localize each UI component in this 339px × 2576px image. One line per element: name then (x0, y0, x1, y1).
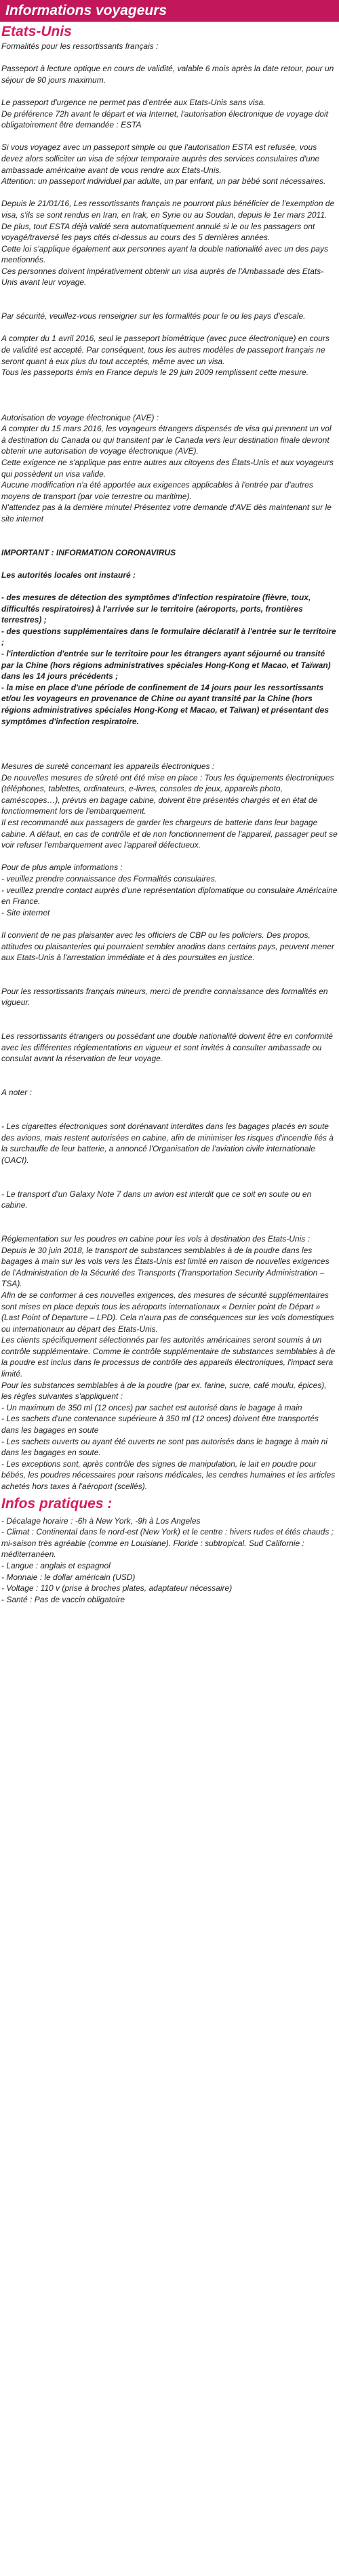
spacer (1, 131, 338, 142)
paragraph: - Site internet (1, 907, 50, 917)
paragraph: Pour les substances semblables à de la poudre (par ex. farine, sucre, café moulu, épices), les règles suivantes s'appliquent : (1, 1380, 327, 1402)
paragraph: Attention: un passeport individuel par adulte, un par enfant, un par bébé sont nécessaires. (1, 176, 326, 186)
paragraph: - Les exceptions sont, après contrôle des signes de manipulation, le lait en poudre pour bébés, les poudres nécessaires pour raisons médicales, les cendres humaines et les articles achetés hors taxes à l'aéroport (scellés). (1, 1459, 336, 1491)
bold-paragraph: Les autorités locales ont instauré : (1, 570, 136, 580)
spacer (1, 322, 338, 334)
paragraph: Les ressortissants étrangers ou possédant une double nationalité doivent être en conformité avec les différentes réglementations en vigueur et sont invités à consulter ambassade ou consulat avant la réservation de leur voyage. (1, 1031, 333, 1064)
paragraph: Il convient de ne pas plaisanter avec les officiers de CBP ou les policiers. Des propos, attitudes ou plaisanteries qui pourraient sembler anodins dans certains pays, peuvent mener aux Etats-Unis à l'arrestation immédiate et à des poursuites en justice. (1, 930, 334, 963)
paragraph: Réglementation sur les poudres en cabine pour les vols à destination des Etats-Unis : (1, 1233, 310, 1244)
spacer (1, 581, 338, 593)
paragraph: Depuis le 21/01/16, Les ressortissants français ne pourront plus bénéficier de l'exemption de visa, s'ils se sont rendus en Iran, en Irak, en Syrie ou au Soudan, depuis le 1er mars 2011. (1, 199, 335, 220)
spacer (1, 288, 338, 311)
paragraph: Autorisation de voyage électronique (AVE) : (1, 412, 159, 422)
bold-paragraph: - des questions supplémentaires dans le formulaire déclaratif à l'entrée sur le territoire ; (1, 626, 336, 648)
practical-info-item: - Santé : Pas de vaccin obligatoire (1, 1594, 125, 1604)
practical-info-title: Infos pratiques : (1, 1495, 113, 1511)
spacer (1, 558, 338, 570)
content-body (0, 41, 339, 1492)
paragraph: Cette loi s'applique également aux personnes ayant la double nationalité avec un des pays mentionnés. (1, 243, 328, 265)
paragraph: Par sécurité, veuillez-vous renseigner sur les formalités pour le ou les pays d'escale. (1, 311, 306, 321)
spacer (1, 525, 338, 547)
paragraph: Formalités pour les ressortissants français : (1, 41, 159, 51)
paragraph: Mesures de sureté concernant les appareils électroniques : (1, 761, 215, 771)
spacer (1, 1098, 338, 1121)
practical-info-item: - Langue : anglais et espagnol (1, 1560, 111, 1570)
paragraph: - Le transport d'un Galaxy Note 7 dans un avion est interdit que ce soit en soute ou en cabine. (1, 1189, 312, 1210)
paragraph: Il est recommandé aux passagers de garder les chargeurs de batterie dans leur bagage cabine. A défaut, en cas de contrôle et de non fonctionnement de l'appareil, passager peut se voir refuser l'embarquement avec l'appareil défectueux. (1, 817, 338, 850)
header-title: Informations voyageurs (5, 3, 167, 18)
paragraph: Pour de plus ample informations : (1, 863, 123, 873)
spacer (1, 1166, 338, 1188)
paragraph: Tous les passeports émis en France depuis le 29 juin 2009 remplissent cette mesure. (1, 368, 309, 378)
paragraph: Pour les ressortissants français mineurs, merci de prendre connaissance des formalités en vigueur. (1, 986, 328, 1008)
spacer (1, 378, 338, 401)
paragraph: A noter : (1, 1088, 32, 1098)
spacer (1, 964, 338, 986)
spacer (1, 401, 338, 412)
paragraph: De préférence 72h avant le départ et via Internet, l'autorisation électronique de voyage doit obligatoirement être demandée : ESTA (1, 108, 328, 130)
paragraph: N'attendez pas à la dernière minute! Présentez votre demande d'AVE dès maintenant sur le site internet (1, 502, 332, 523)
paragraph: Cette exigence ne s'applique pas entre autres aux citoyens des États-Unis et aux voyageurs qui possèdent un visa valide. (1, 457, 334, 479)
paragraph: - veuillez prendre connaissance des Formalités consulaires. (1, 873, 218, 884)
spacer (1, 1211, 338, 1233)
practical-info-item: - Voltage : 110 v (prise à broches plates, adaptateur nécessaire) (1, 1583, 233, 1593)
practical-info-item: - Climat : Continental dans le nord-est (New York) et le centre : hivers rudes et étés chauds ; mi-saison très agréable (comme en Louisiane). Floride : subtropical. Sud Californie : méditerranéen. (1, 1527, 334, 1560)
paragraph: - Les sachets d'une contenance supérieure à 350 ml (12 onces) doivent être transportés dans les bagages en soute (1, 1414, 319, 1435)
paragraph: - Un maximum de 350 ml (12 onces) par sachet est autorisé dans le bagage à main (1, 1402, 302, 1412)
paragraph: - Les sachets ouverts ou ayant été ouverts ne sont pas autorisés dans le bagage à main ni dans les bagages en soute. (1, 1436, 327, 1458)
spacer (1, 187, 338, 199)
paragraph: Aucune modification n'a été apportée aux exigences applicables à l'entrée par d'autres moyens de transport (par voie terrestre ou maritime). (1, 480, 313, 501)
paragraph: - veuillez prendre contact auprès d'une représentation diplomatique ou consulaire Américaine en France. (1, 885, 338, 907)
spacer (1, 749, 338, 761)
practical-info-item: - Monnaie : le dollar américain (USD) (1, 1572, 136, 1582)
bold-paragraph: - la mise en place d'une période de confinement de 14 jours pour les ressortissants et/ou les voyageurs en provenance de Chine ou ayant transité par la Chine (hors régions administratives spéciales Hong-Kong et Macao, et Taïwan) et présentant des symptômes d'infection respiratoire. (1, 682, 330, 726)
paragraph: Le passeport d'urgence ne permet pas d'entrée aux Etats-Unis sans visa. (1, 97, 266, 107)
spacer (1, 85, 338, 97)
paragraph: De nouvelles mesures de sûreté ont été mise en place : Tous les équipements électroniques (téléphones, tablettes, ordinateurs, e-livres, consoles de jeux, appareils photo, caméscopes…), prévus en bagage cabine, doivent être présentés chargés et en état de fonctionnement lors de l'embarquement. (1, 772, 334, 816)
paragraph: Ces personnes doivent impérativement obtenir un visa auprès de l'Ambassade des Etats-Unis avant leur voyage. (1, 266, 324, 288)
spacer (1, 918, 338, 930)
practical-info-item: - Décalage horaire : -6h à New York, -9h à Los Angeles (1, 1515, 201, 1526)
spacer (1, 52, 338, 64)
paragraph: A compter du 1 avril 2016, seul le passeport biométrique (avec puce électronique) en cours de validité est accepté. Par conséquent, tous les autres modèles de passeport français ne seront quant à eux plus du tout acceptés, même avec un visa. (1, 334, 330, 366)
practical-info-list (0, 1515, 339, 1606)
paragraph: Depuis le 30 juin 2018, le transport de substances semblables à de la poudre dans les bagages à main sur les vols vers les États-Unis est limité en raison de nouvelles exigences de l'Administration de la Sécurité des Transports (Transportation Security Administration – TSA). (1, 1245, 330, 1289)
bold-paragraph: IMPORTANT : INFORMATION CORONAVIRUS (1, 547, 176, 557)
paragraph: A compter du 15 mars 2016, les voyageurs étrangers dispensés de visa qui prennent un vol à destination du Canada ou qui transitent par le Canada vers leur destination finale devront obtenir une autorisation de voyage électronique (AVE). (1, 424, 332, 456)
paragraph: - Les cigarettes électroniques sont dorénavant interdites dans les bagages placés en soute des avions, mais restent autorisées en cabine, afin de minimiser les risques d'incendie liés à la surchauffe de leur batterie, a annoncé l'Organisation de l'aviation civile internationale (OACI). (1, 1122, 334, 1165)
paragraph: De plus, tout ESTA déjà validé sera automatiquement annulé si le ou les passagers ont voyagé/traversé les pays cités ci-dessus au cours des 5 dernières années. (1, 221, 315, 243)
paragraph: Si vous voyagez avec un passeport simple ou que l'autorisation ESTA est refusée, vous devez alors solliciter un visa de séjour temporaire auprès des services consulaires d'une ambassade américaine avant de vous rendre aux Etats-Unis. (1, 142, 320, 175)
page-header (0, 0, 339, 22)
paragraph: Passeport à lecture optique en cours de validité, valable 6 mois après la date retour, pour un séjour de 90 jours maximum. (1, 64, 334, 85)
spacer (1, 727, 338, 749)
spacer (1, 1065, 338, 1087)
bold-paragraph: - l'interdiction d'entrée sur le territoire pour les étrangers ayant séjourné ou transité par la Chine (hors régions administratives spéciales Hong-Kong et Macao, et Taïwan) dans les 14 jours précédents ; (1, 649, 331, 681)
spacer (1, 1008, 338, 1031)
bold-paragraph: - des mesures de détection des symptômes d'infection respiratoire (fièvre, toux, difficultés respiratoires) à l'arrivée sur le territoire (aéroports, ports, frontières terrestres) ; (1, 593, 311, 625)
paragraph: Les clients spécifiquement sélectionnés par les autorités américaines seront soumis à un contrôle supplémentaire. Comme le contrôle supplémentaire de substances semblables à de la poudre est inclus dans le processus de contrôle des appareils électroniques, l'impact sera limité. (1, 1335, 336, 1379)
country-title: Etats-Unis (1, 24, 72, 39)
spacer (1, 851, 338, 863)
paragraph: Afin de se conformer à ces nouvelles exigences, des mesures de sécurité supplémentaires sont mises en place depuis tous les aéroports internationaux « Dernier point de Départ » (Last Point of Departure – LPD). Cela n'aura pas de conséquences sur les vols domestiques ou internationaux au départ des Etats-Unis. (1, 1290, 334, 1334)
